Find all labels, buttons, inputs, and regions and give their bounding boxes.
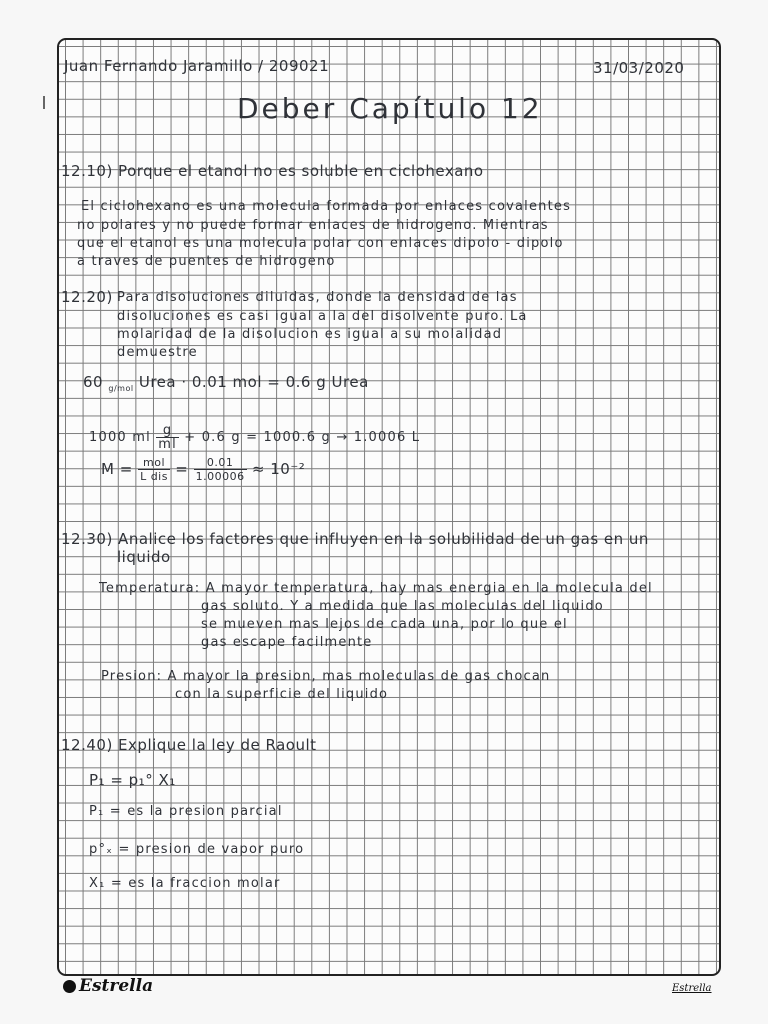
q2-calc-molar-mass xyxy=(83,374,369,397)
q2-calc3-fraction-1 xyxy=(138,456,170,483)
q2-calc1-post: Urea · 0.01 mol = 0.6 g Urea xyxy=(138,373,369,391)
q2-calc3-frac2-den: 1.00006 xyxy=(195,470,245,483)
q4-heading: 12.40) Explique la ley de Raoult xyxy=(61,736,317,754)
q3-temp-line-2: gas soluto. Y a medida que las moleculas del liquido xyxy=(201,599,604,614)
q2-calc2-fraction xyxy=(156,424,179,451)
q4-line-1: P₁ = p₁° X₁ xyxy=(89,771,176,789)
q2-calc3-post: ≈ 10⁻² xyxy=(251,460,306,478)
q4-line-3: p°ₓ = presion de vapor puro xyxy=(89,842,305,857)
q3-heading: 12.30) Analice los factores que influyen en la solubilidad de un gas en un xyxy=(61,530,649,548)
q2-calc2-post: + 0.6 g = 1000.6 g → 1.0006 L xyxy=(184,430,421,445)
q2-line-4: demuestre xyxy=(117,345,198,360)
page-title: Deber Capítulo 12 xyxy=(237,92,543,125)
q4-line-2: P₁ = es la presion parcial xyxy=(89,804,283,819)
q4-line-4: X₁ = es la fraccion molar xyxy=(89,876,281,891)
page-edge-mark xyxy=(43,96,45,109)
q1-line-2: no polares y no puede formar enlaces de hidrogeno. Mientras xyxy=(77,218,549,233)
q2-calc2-pre: 1000 ml xyxy=(89,430,151,445)
q2-calc-volume xyxy=(89,424,420,451)
q2-calc3-frac1-den: L dis xyxy=(140,470,168,483)
q2-calc2-frac-den: ml xyxy=(158,437,177,452)
q1-heading: 12.10) Porque el etanol no es soluble en ciclohexano xyxy=(61,162,484,180)
q2-line-3: molaridad de la disolucion es igual a su molalidad xyxy=(117,327,503,342)
q2-calc2-frac-num: g xyxy=(156,424,179,438)
q2-calc1-pre: 60 xyxy=(83,373,104,391)
q3-temp-line-1: Temperatura: A mayor temperatura, hay mas energia en la molecula del xyxy=(99,581,653,596)
q2-calc3-fraction-2 xyxy=(194,456,247,483)
brand-left-text: Estrella xyxy=(79,976,154,996)
q2-calc-molarity xyxy=(101,456,305,483)
q3-pres-line-1: Presion: A mayor la presion, mas moleculas de gas chocan xyxy=(101,669,551,684)
q3-pres-line-2: con la superficie del liquido xyxy=(175,687,389,702)
q2-calc3-frac1-num: mol xyxy=(138,456,170,470)
q1-line-4: a traves de puentes de hidrogeno xyxy=(77,254,336,269)
q2-calc3-pre: M = xyxy=(101,460,133,478)
grid-notebook-page xyxy=(57,38,721,976)
date: 31/03/2020 xyxy=(593,59,685,77)
q3-temp-line-3: se mueven mas lejos de cada una, por lo que el xyxy=(201,617,568,632)
q1-line-1: El ciclohexano es una molecula formada por enlaces covalentes xyxy=(81,199,572,214)
q1-line-3: que el etanol es una molecula polar con enlaces dipolo - dipolo xyxy=(77,236,564,251)
q2-calc3-frac2-num: 0.01 xyxy=(194,456,247,470)
q2-calc3-eq: = xyxy=(175,460,189,478)
q2-line-2: disoluciones es casi igual a la del disolvente puro. La xyxy=(117,309,528,324)
brand-icon xyxy=(63,980,76,993)
author-line: Juan Fernando Jaramillo / 209021 xyxy=(64,57,330,75)
brand-logo-left xyxy=(63,976,153,996)
q3-heading-cont: liquido xyxy=(117,548,171,566)
q3-temp-line-4: gas escape facilmente xyxy=(201,635,373,650)
q2-line-1: Para disoluciones diluidas, donde la densidad de las xyxy=(117,290,518,305)
q2-number: 12.20) xyxy=(61,288,113,306)
q2-calc1-unit: g/mol xyxy=(108,384,134,393)
brand-logo-right: Estrella xyxy=(672,983,712,994)
